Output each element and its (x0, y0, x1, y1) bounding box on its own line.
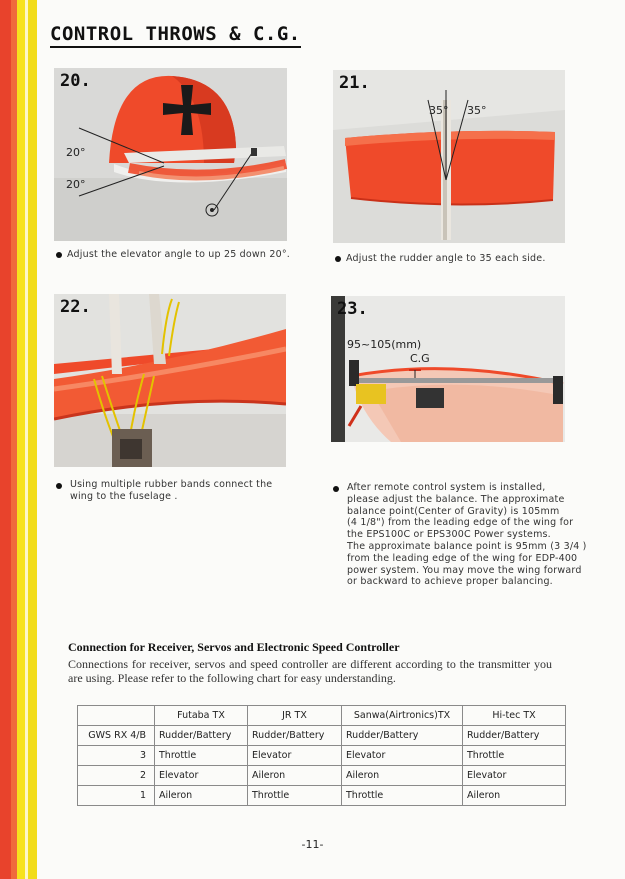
figure-23-photo (331, 296, 565, 442)
figure-21-number: 21. (339, 73, 370, 93)
figure-20-caption: Adjust the elevator angle to up 25 down 20°. (67, 249, 290, 260)
bullet-icon (333, 486, 339, 492)
figure-23-caption (347, 482, 587, 588)
figure-22-photo (54, 294, 286, 467)
table-cell: 1 (78, 786, 155, 806)
table-row (78, 786, 566, 806)
cg-label: C.G (410, 352, 430, 365)
rudder-right-angle-label: 35° (467, 104, 487, 117)
caption-line: please adjust the balance. The approximate (347, 493, 565, 505)
table-cell: Aileron (342, 766, 463, 786)
table-header-row (78, 706, 566, 726)
caption-line: from the leading edge of the wing for EDP-400 (347, 552, 578, 564)
table-row (78, 726, 566, 746)
caption-line: the EPS100C or EPS300C Power systems. (347, 529, 551, 541)
table-cell: Elevator (342, 746, 463, 766)
table-header-cell: Hi-tec TX (463, 706, 566, 726)
table-cell: Rudder/Battery (248, 726, 342, 746)
caption-line: power system. You may move the wing forward (347, 564, 582, 576)
elevator-down-angle-label: 20° (66, 178, 86, 191)
table-cell: Rudder/Battery (463, 726, 566, 746)
table-cell: Elevator (248, 746, 342, 766)
rudder-photo-illustration (333, 70, 565, 243)
table-cell: Elevator (155, 766, 248, 786)
table-cell: Throttle (342, 786, 463, 806)
figure-21-caption: Adjust the rudder angle to 35 each side. (346, 253, 546, 264)
left-stripe-red (0, 0, 11, 879)
caption-line: (4 1/8") from the leading edge of the wing for (347, 517, 574, 529)
elevator-up-angle-label: 20° (66, 146, 86, 159)
bullet-icon (335, 256, 341, 262)
figure-22-caption (70, 479, 272, 503)
left-stripe-yellow (17, 0, 25, 879)
figure-22-number: 22. (60, 297, 91, 317)
figure-23-number: 23. (337, 299, 368, 319)
table-cell: 2 (78, 766, 155, 786)
table-header-cell: JR TX (248, 706, 342, 726)
cg-distance-label: 95~105(mm) (347, 338, 422, 351)
rudder-left-angle-label: 35° (429, 104, 449, 117)
left-stripe-yellow-2 (28, 0, 37, 879)
table-row (78, 766, 566, 786)
caption-line: wing to the fuselage . (70, 490, 178, 502)
table-cell: Rudder/Battery (155, 726, 248, 746)
caption-line: After remote control system is installed, (347, 482, 546, 493)
page-title: CONTROL THROWS & C.G. (50, 24, 301, 48)
rubber-bands-photo-illustration (54, 294, 286, 467)
bullet-icon (56, 483, 62, 489)
figure-21-photo (333, 70, 565, 243)
caption-line: Using multiple rubber bands connect the (70, 479, 273, 490)
table-cell: Aileron (155, 786, 248, 806)
table-cell: GWS RX 4/B (78, 726, 155, 746)
figure-20-photo (54, 68, 287, 241)
figure-20-number: 20. (60, 71, 91, 91)
page-number: -11- (301, 838, 324, 851)
caption-line: balance point(Center of Gravity) is 105mm (347, 505, 560, 517)
table-header-cell: Futaba TX (155, 706, 248, 726)
table-cell: Rudder/Battery (342, 726, 463, 746)
table-cell: Elevator (463, 766, 566, 786)
table-cell: Throttle (155, 746, 248, 766)
section-heading: Connection for Receiver, Servos and Electronic Speed Controller (68, 640, 400, 654)
section-body: Connections for receiver, servos and speed controller are different according to the transmitter you are using. Please refer to the following chart for easy understanding. (68, 657, 552, 685)
caption-line: The approximate balance point is 95mm (3 3/4 ) (347, 540, 587, 552)
table-cell: 3 (78, 746, 155, 766)
table-cell: Aileron (248, 766, 342, 786)
table-header-cell: Sanwa(Airtronics)TX (342, 706, 463, 726)
table-cell: Throttle (248, 786, 342, 806)
bullet-icon (56, 252, 62, 258)
table-row (78, 746, 566, 766)
connection-table (77, 705, 566, 806)
table-cell: Aileron (463, 786, 566, 806)
table-cell: Throttle (463, 746, 566, 766)
table-header-cell (78, 706, 155, 726)
elevator-photo-illustration (54, 68, 287, 241)
caption-line: or backward to achieve proper balancing. (347, 576, 553, 588)
